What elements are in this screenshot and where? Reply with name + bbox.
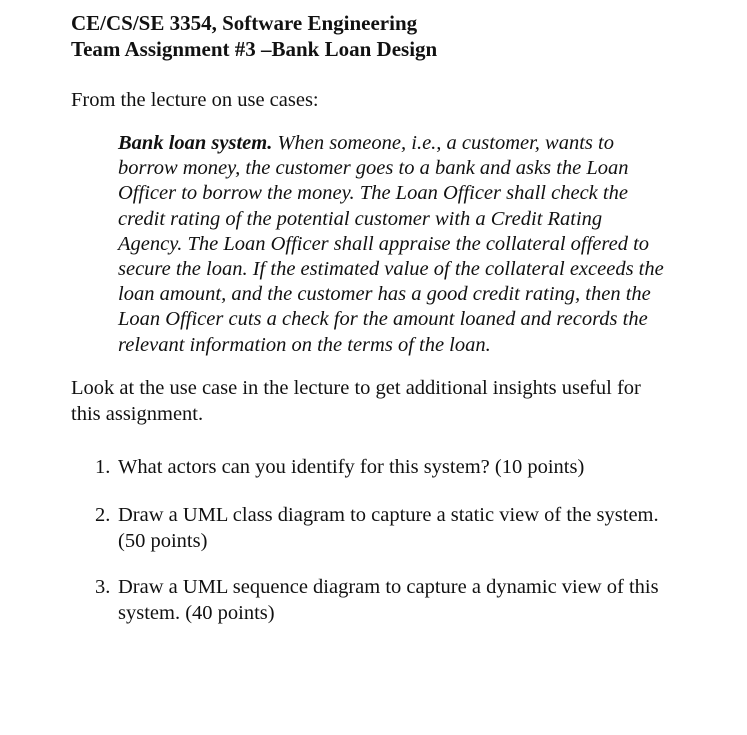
use-case-line-1 [118,131,698,156]
use-case-line: credit rating of the potential customer with a Credit Rating [118,207,603,230]
question-number: 1. [95,456,111,478]
use-case-line: borrow money, the customer goes to a bank and asks the Loan [118,157,629,180]
use-case-title: Bank loan system. [118,132,273,154]
use-case-line: Loan Officer cuts a check for the amount loaned and records the [118,308,648,331]
question-number: 3. [95,576,111,598]
document-title [71,10,437,62]
question-text: system. (40 points) [118,601,275,624]
intro-text: From the lecture on use cases: [71,89,319,111]
assignment-title: Team Assignment #3 –Bank Loan Design [71,37,438,61]
use-case-line: loan amount, and the customer has a good credit rating, then the [118,283,651,306]
question-text: Draw a UML sequence diagram to capture a dynamic view of this [118,576,659,598]
question-text: (50 points) [118,529,208,552]
instructions-line: Look at the use case in the lecture to get additional insights useful for [71,377,641,399]
course-title: CE/CS/SE 3354, Software Engineering [71,11,418,35]
use-case-line: relevant information on the terms of the loan. [118,333,491,356]
instructions-line: this assignment. [71,402,204,425]
question-text: What actors can you identify for this system? (10 points) [118,456,585,478]
question-text: Draw a UML class diagram to capture a static view of the system. [118,504,659,526]
use-case-description [118,131,698,358]
use-case-line: Officer to borrow the money. The Loan Officer shall check the [118,182,628,205]
use-case-line: secure the loan. If the estimated value of the collateral exceeds the [118,258,664,281]
question-number: 2. [95,504,111,526]
instructions-paragraph [71,376,641,427]
use-case-line: Agency. The Loan Officer shall appraise the collateral offered to [118,232,650,255]
use-case-text: When someone, i.e., a customer, wants to [272,132,614,154]
